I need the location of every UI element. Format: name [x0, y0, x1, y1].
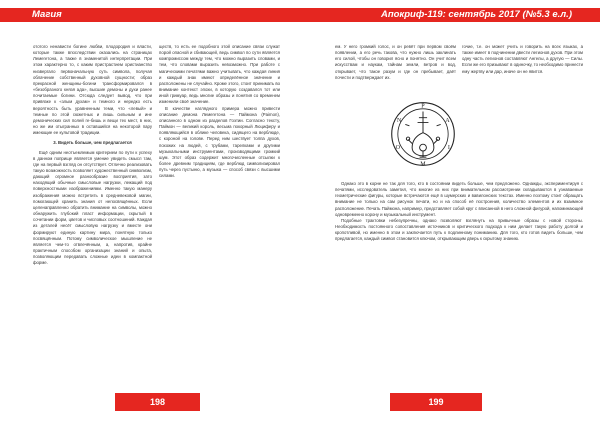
right-page-number-box: [390, 393, 482, 411]
left-page-number-box: [115, 393, 200, 411]
left-page-title: Магия: [32, 9, 62, 20]
paragraph: гочие, т.е. он может учить и говорить на всех языках, а также имеет в подчинении двести легионов духов. При этом одну часть легионов составляют Ангелы, а другую — Силы. Если же его призывают в одиночку, то необходимо принести ему жертву или дар, иначе он не явится.: [462, 44, 583, 74]
right-page-column-1: [335, 44, 456, 110]
right-page-title: Апокриф-119: сентябрь 2017 (№5.3 е.л.): [380, 9, 572, 20]
right-page-column-2: [462, 44, 583, 107]
paragraph: ототого ненависти богине любви, плодородия и власти, которые также впоследствии оказались на страницах Лемегетона, а также в знаменитой интерпретации. При этом характерно то, с каким пристрастием христианство низвергало первоначальную суть символа, получая облачение собственный духовной сущности; образ прекрасной женщины-богини трансформировался в «безобразного князя ада», высшие демоны и духи ранее почитаемые богини. Отсюда следует вывод, что при привязке к «злым духам» и темного и нередко есть вероятность быть уравненным теми, что «левый» и темные по этой сюжетных и лишь сильным и ине демонических сил полей ге-бишь и вещи тех мест, в них, но же им отыгранных в оставшийся на некоторой пару имеющие ее культовой традиции.: [33, 44, 152, 136]
paragraph: ществ, то есть ее подобного этой описание связи служат порой опасной и сбивающей, ведь символ по сути является компромиссом между тем, что можно выразить словами, и тем, что словами выразить невозможно. При работе с магическими печатями важно учитывать, что каждая линия и каждый знак имеют определённое значение и расположены не случайно. Кроме этого, стоит принимать во внимание контекст эпохи, в которую создавался тот или иной гримуар, ведь многие образы и понятия со временем изменили своё значение.: [159, 44, 280, 105]
paragraph: Подобные трактовки небезупречны, однако позволяют взглянуть на привычные образы с новой стороны. Необходимость постоянного сопоставления источников и критического подхода к ним делает такую работу долгой и кропотливой, но именно в этом и заключается путь к подлинному пониманию. Для того, кто готов видеть больше, чем предлагается, каждый символ становится ключом, открывающим дверь к скрытому знанию.: [335, 217, 583, 242]
seal-letter: N: [396, 117, 402, 124]
seal-letter: A: [445, 117, 450, 124]
left-page-number: 198: [149, 397, 166, 407]
paragraph: Однако это в корне не так для того, кто в состоянии видеть больше, чем предложено. Однажды, экспериментируя с печатями, исследователь заметил, что многие из них при внимательном рассмотрении складываются в узнаваемые геометрические фигуры, которые встречаются ещё в шумерских и вавилонских текстах. Именно поэтому стоит обращать внимание не только на сам рисунок печати, но и на способ её построения, количество элементов и их взаимное расположение. Печать Паймона, например, представляет собой круг с вписанной в него сложной фигурой, напоминающей одновременно корону и музыкальный инструмент.: [335, 181, 583, 217]
section-heading: 3. Видеть больше, чем предлагается: [53, 140, 132, 146]
left-page-column-1: [33, 44, 152, 384]
seal-letter: M: [420, 161, 426, 168]
seal-letter: O: [395, 144, 401, 151]
right-page-number: 199: [428, 397, 444, 407]
paimon-seal-image: [389, 100, 457, 168]
paragraph: Ещё одним неотъемлемым критерием по пути к успеху в данном поприще является умение увидеть смысл там, где на первый взгляд он отсутствует. Отлично реализовать такую возможность позволяет художественный символизм, дающий огромное разнообразие восприятия, зато находящий обычные смысловые нагрузки, лежащий под поверхностными изображениями. Именно такую манеру изображения можно встретить в средневековой магии, помогающей хранить знания от непосвящённых. Если целенаправленно обратить внимание на символы, можно обнаружить глубокий пласт информации, скрытый в сочетании форм, цветов и числовых соотношений. Каждая из деталей несёт смысловую нагрузку и вместе они формируют единую картину мира, понятную только посвящённым. Потому символическое мышление не является чем-то отвлечённым, а, напротив, крайне практичным способом организации знаний и опыта, позволяющим передавать сложные идеи в компактной форме.: [33, 149, 152, 266]
left-header-bar: [0, 8, 302, 22]
paragraph: ем. У него громкий голос, и он ревёт при первом своём появлении, а его речь такова, что нужно лишь заклинать его силой, чтобы он говорил ясно и понятно. Он учит всем искусствам и наукам, тайнам земли, ветров и вод, открывает, что такое разум и где он пребывает, даёт почести и подтверждает их.: [335, 44, 456, 80]
right-header-bar: [302, 8, 600, 22]
paragraph: В качестве наглядного примера можно привести описание демона Лемегетона — Паймона (Paimon), описанного в одном из разделов Гоэтии. Согласно тексту, Паймон — великий король, весьма покорный Люциферу и появляющийся в облике человека, сидящего на верблюде, с короной на голове. Перед ним шествует толпа духов, похожих на людей, с трубами, тарелками и другими музыкальными инструментами, производящими громкий шум. Этот образ содержит многочисленные отсылки к более древним традициям, где верблюд символизировал путь через пустыню, а музыка — способ связи с высшими силами.: [159, 105, 280, 179]
seal-letter: P: [421, 103, 425, 110]
seal-letter: I: [447, 144, 450, 151]
left-page-column-2: [159, 44, 280, 384]
right-page-wide-column: [335, 181, 583, 385]
